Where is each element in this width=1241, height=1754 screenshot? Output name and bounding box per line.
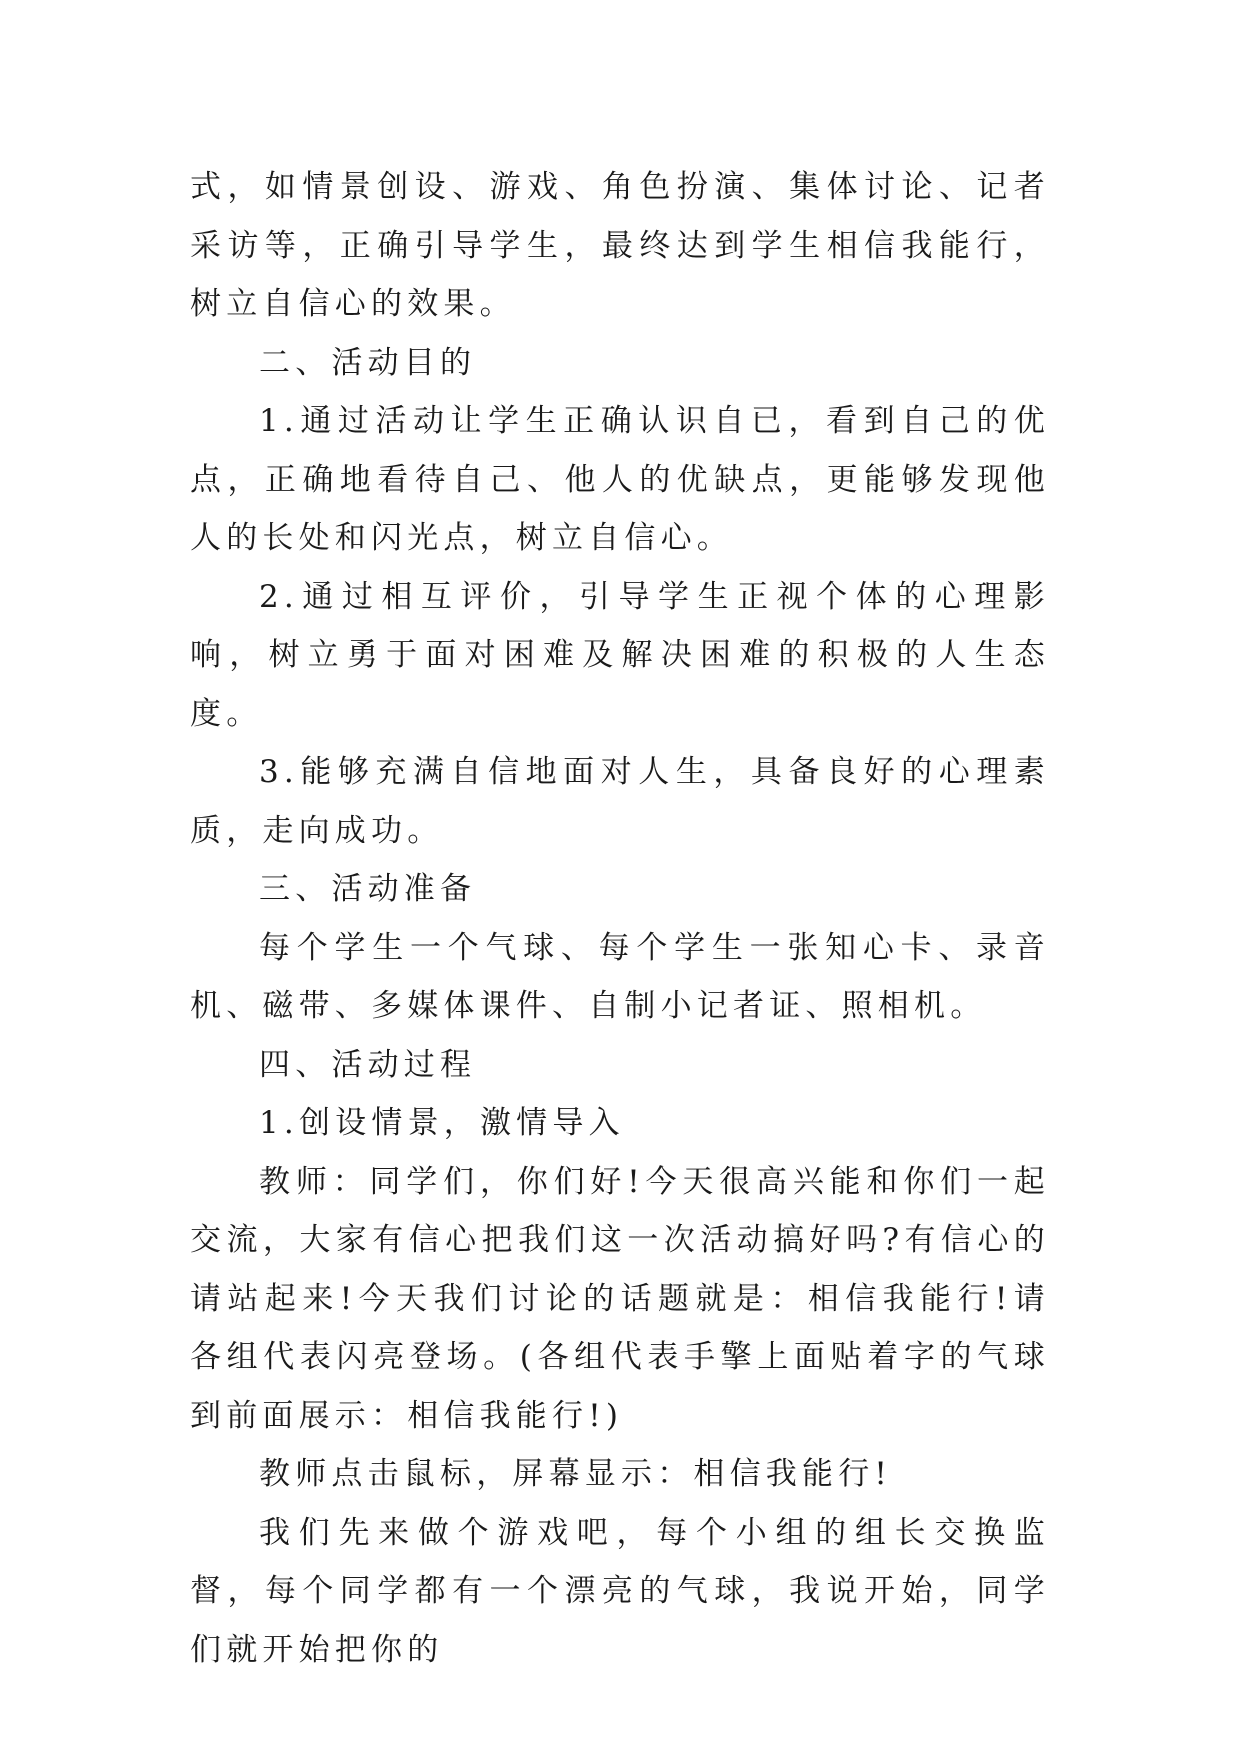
goal-item-2: 2.通过相互评价，引导学生正视个体的心理影响，树立勇于面对困难及解决困难的积极的人生态度。	[190, 578, 1050, 732]
document-page	[190, 158, 1050, 1679]
preparation-list: 每个学生一个气球、每个学生一张知心卡、录音机、磁带、多媒体课件、自制小记者证、照相机。	[190, 929, 1050, 1024]
heading-activity-goals: 二、活动目的	[259, 344, 477, 381]
game-instructions: 我们先来做个游戏吧，每个小组的组长交换监督，每个同学都有一个漂亮的气球，我说开始，同学们就开始把你的	[190, 1514, 1050, 1668]
goal-item-1: 1.通过活动让学生正确认识自已，看到自己的优点，正确地看待自己、他人的优缺点，更能够发现他人的长处和闪光点，树立自信心。	[190, 403, 1050, 556]
heading-activity-preparation: 三、活动准备	[259, 871, 477, 907]
teacher-action: 教师点击鼠标，屏幕显示：相信我能行!	[259, 1456, 893, 1492]
process-step-1-title: 1.创设情景，激情导入	[259, 1105, 625, 1141]
paragraph-intro-continued: 式，如情景创设、游戏、角色扮演、集体讨论、记者采访等，正确引导学生，最终达到学生相信我能行，树立自信心的效果。	[190, 169, 1050, 322]
goal-item-3: 3.能够充满自信地面对人生，具备良好的心理素质，走向成功。	[190, 754, 1050, 849]
teacher-speech: 教师：同学们，你们好!今天很高兴能和你们一起交流，大家有信心把我们这一次活动搞好吗?有信心的请站起来!今天我们讨论的话题就是：相信我能行!请各组代表闪亮登场。(各组代表手擎上面贴着字的气球到前面展示：相信我能行!)	[190, 1163, 1050, 1434]
heading-activity-process: 四、活动过程	[259, 1046, 477, 1083]
